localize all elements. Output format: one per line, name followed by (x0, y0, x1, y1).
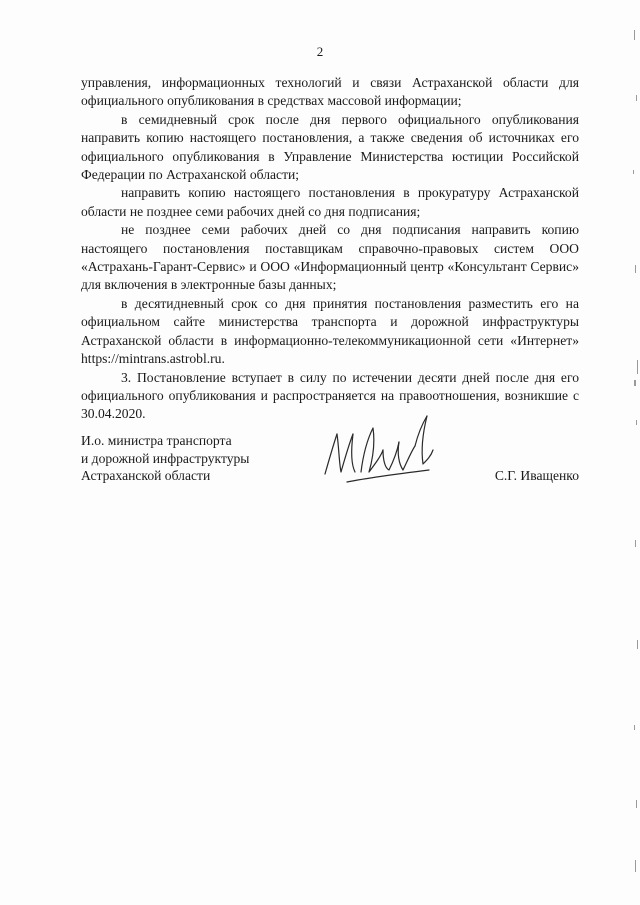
paragraph-4: не позднее семи рабочих дней со дня подписания направить копию настоящего постановления поставщикам справочно-правовых систем ООО «Астрахань-Гарант-Сервис» и ООО «Информационный центр «Консультант Сервис» для включения в электронные базы данных; (81, 222, 579, 293)
paragraph-3: направить копию настоящего постановления в прокуратуру Астраханской области не позднее семи рабочих дней со дня подписания; (81, 185, 579, 219)
paragraph-6: 3. Постановление вступает в силу по истечении десяти дней после дня его официального опубликования и распространяется на правоотношения, возникшие с 30.04.2020. (81, 369, 579, 422)
paragraph-1: управления, информационных технологий и связи Астраханской области для официального опубликования в средствах массовой информации; (81, 75, 579, 109)
document-body (81, 74, 579, 424)
signature-block (81, 432, 579, 492)
handwritten-signature (317, 412, 447, 492)
signatory-title-line-3: Астраханской области (81, 468, 211, 483)
signatory-title-line-2: и дорожной инфраструктуры (81, 450, 250, 466)
signatory-title (81, 432, 249, 485)
signatory-title-line-1: И.о. министра транспорта (81, 433, 232, 448)
signatory-name: С.Г. Иващенко (494, 468, 579, 483)
paragraph-2: в семидневный срок после дня первого официального опубликования направить копию настоящего постановления, а также сведения об источниках его официального опубликования в Управление Министерства юстиции Российской Федерации по Астраханской области; (81, 111, 579, 183)
paragraph-5: в десятидневный срок со дня принятия постановления разместить его на официальном сайте министерства транспорта и дорожной инфраструктуры Астраханской области в информационно-телекоммуникационной сети «Интернет» https://mintrans.astrobl.ru. (81, 295, 579, 367)
scan-edge-artifacts (626, 0, 640, 905)
page-number: 2 (316, 44, 324, 59)
